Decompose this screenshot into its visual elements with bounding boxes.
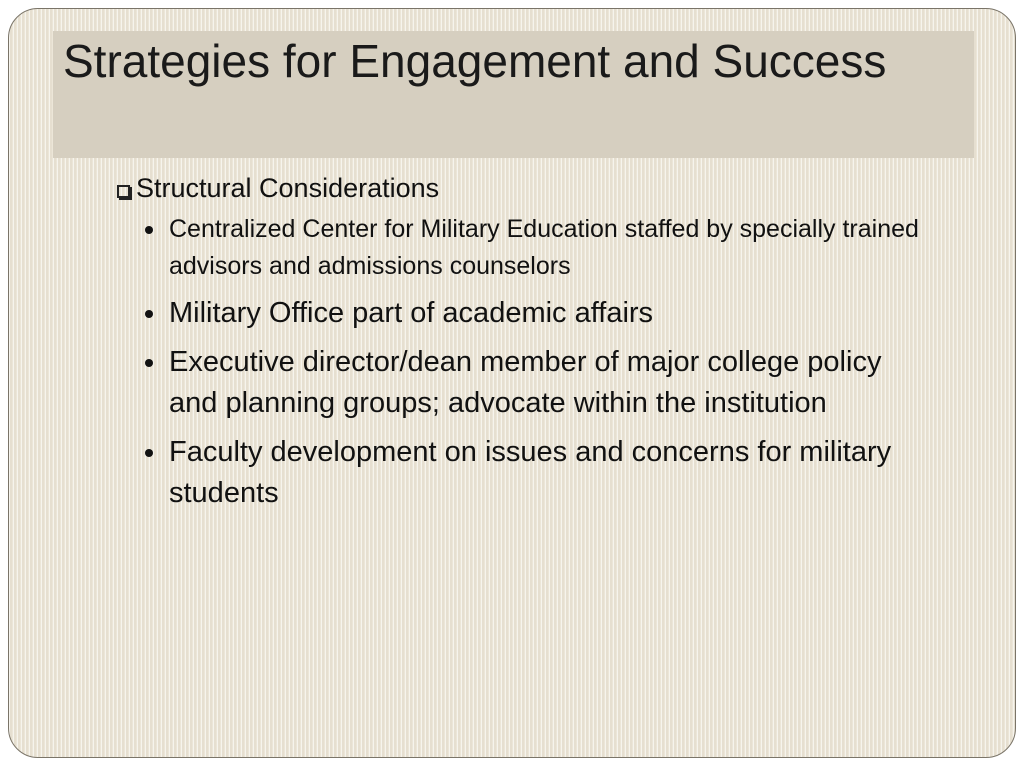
bullet-dot-icon — [145, 310, 153, 318]
heading-text: Structural Considerations — [136, 173, 440, 203]
bullet-dot-icon — [145, 226, 153, 234]
list-item — [145, 211, 935, 285]
square-bullet-icon — [117, 185, 130, 198]
list-item-text: Military Office part of academic affairs — [169, 297, 654, 329]
bullet-dot-icon — [145, 359, 153, 367]
heading-item — [115, 171, 935, 205]
list-item — [145, 342, 935, 424]
slide-content — [115, 171, 935, 522]
list-item-text: Executive director/dean member of major college policy and planning groups; advocate within the institution — [169, 346, 882, 419]
list-item — [145, 432, 935, 514]
bullet-dot-icon — [145, 449, 153, 457]
slide — [8, 8, 1016, 758]
list-item-text: Faculty development on issues and concerns for military students — [169, 436, 892, 509]
list-item-text: Centralized Center for Military Education staffed by specially trained advisors and admissions counselors — [169, 215, 919, 280]
list-item — [145, 293, 935, 334]
title-band — [53, 31, 974, 158]
slide-title: Strategies for Engagement and Success — [63, 35, 887, 87]
